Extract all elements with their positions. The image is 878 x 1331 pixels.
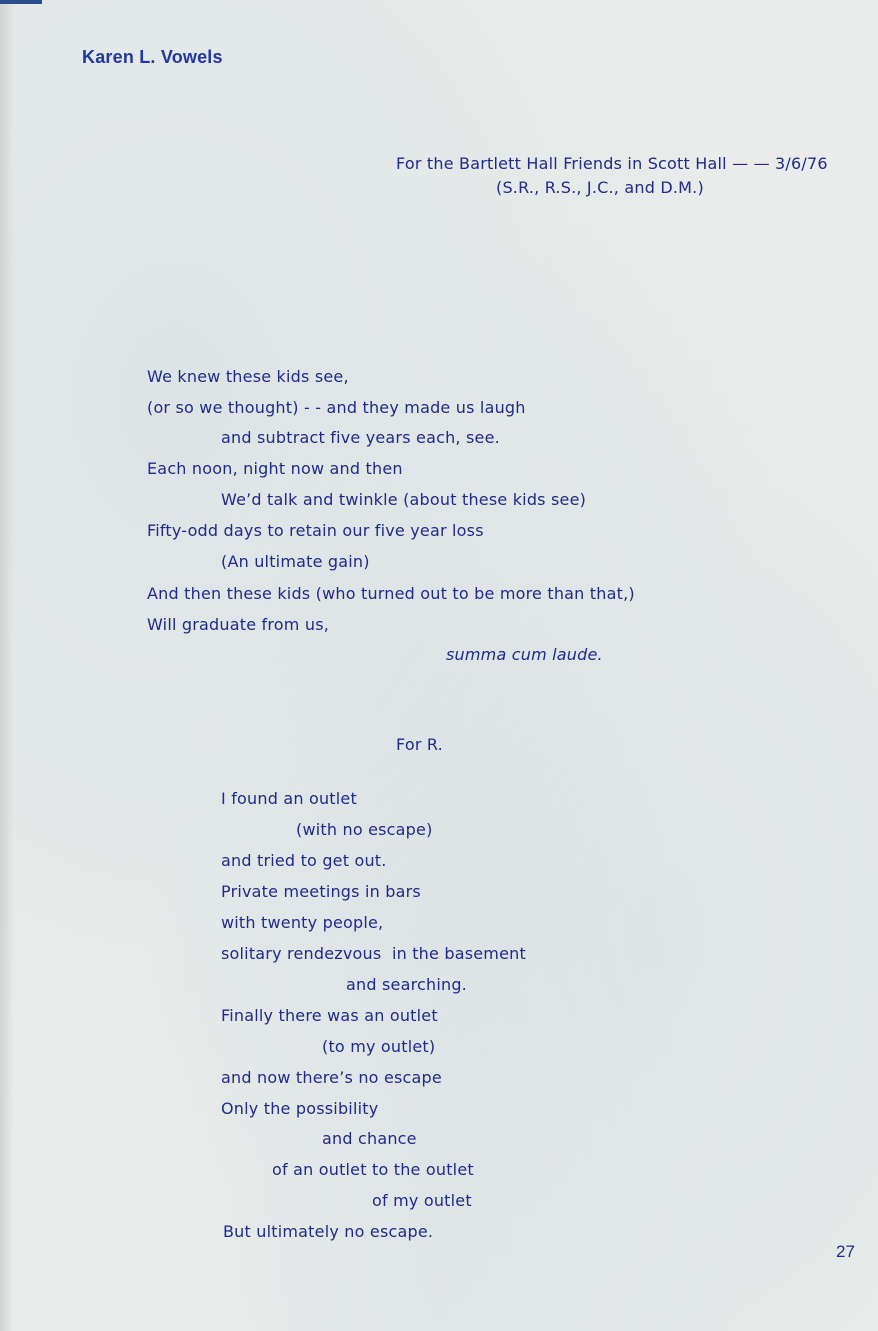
poem2-line: I found an outlet — [221, 789, 357, 808]
poem2-line: and chance — [322, 1129, 417, 1148]
poem2-title: For R. — [396, 735, 443, 754]
poem2-line: and tried to get out. — [221, 851, 387, 870]
poem2-line: Private meetings in bars — [221, 882, 421, 901]
poem1-line: Will graduate from us, — [147, 615, 330, 634]
dedication-line-2: (S.R., R.S., J.C., and D.M.) — [496, 178, 704, 197]
page-spine-shadow — [0, 0, 14, 1331]
poem1-line: Fifty-odd days to retain our five year loss — [147, 521, 484, 540]
dedication-line-1: For the Bartlett Hall Friends in Scott Hall — — 3/6/76 — [396, 154, 828, 173]
poem1-line: Each noon, night now and then — [147, 459, 403, 478]
poem2-line: But ultimately no escape. — [223, 1222, 434, 1241]
poem2-line: (with no escape) — [296, 820, 433, 839]
poem2-line: and searching. — [346, 975, 467, 994]
poem1-line: We knew these kids see, — [147, 367, 349, 386]
author-name: Karen L. Vowels — [82, 47, 223, 67]
poem1-line: And then these kids (who turned out to be more than that,) — [147, 584, 635, 603]
poem1-dedication — [396, 152, 848, 200]
corner-mark — [0, 0, 42, 4]
poem2-line: of my outlet — [372, 1191, 472, 1210]
poem2-line: solitary rendezvous in the basement — [221, 944, 526, 963]
poem1-line: and subtract five years each, see. — [221, 428, 500, 447]
poem2-line: and now there’s no escape — [221, 1068, 442, 1087]
poem2-line: Finally there was an outlet — [221, 1006, 438, 1025]
poem2-line: with twenty people, — [221, 913, 384, 932]
poem1-line: (An ultimate gain) — [221, 552, 370, 571]
poem1-line: (or so we thought) - - and they made us laugh — [147, 398, 526, 417]
poem2-line: of an outlet to the outlet — [272, 1160, 474, 1179]
page-number: 27 — [836, 1242, 855, 1261]
poem1-line: We’d talk and twinkle (about these kids see) — [221, 490, 587, 509]
poem2-line: (to my outlet) — [322, 1037, 436, 1056]
poem1-closing-latin: summa cum laude. — [446, 645, 603, 664]
poem2-line: Only the possibility — [221, 1099, 379, 1118]
